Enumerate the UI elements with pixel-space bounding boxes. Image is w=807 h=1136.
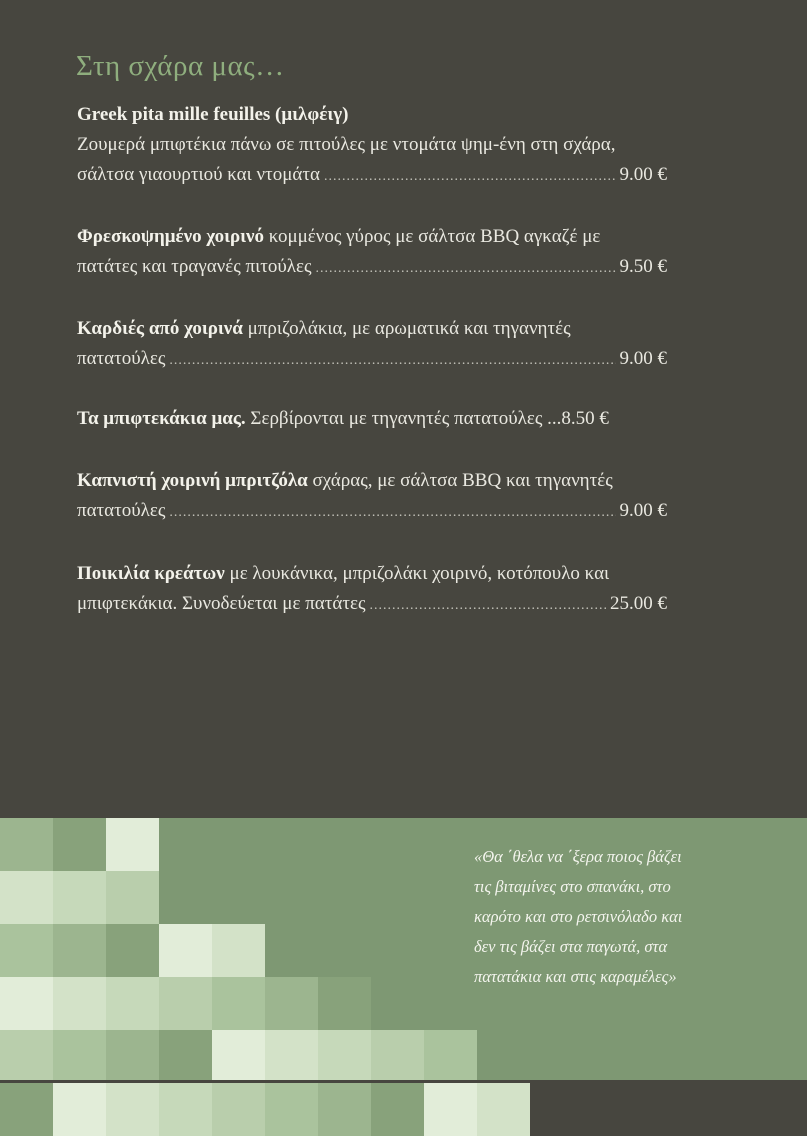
mosaic-tile xyxy=(106,818,159,871)
item-description: πατατούλες xyxy=(77,348,166,369)
mosaic-tile xyxy=(371,1030,424,1080)
dot-leader xyxy=(169,498,615,528)
mosaic-tile xyxy=(477,1083,530,1136)
mosaic-tile xyxy=(212,977,265,1030)
quote xyxy=(474,842,774,992)
mosaic-tile xyxy=(53,818,106,871)
item-line-1 xyxy=(77,314,677,344)
menu-item-greek-pita xyxy=(77,100,677,192)
mosaic-tile xyxy=(0,924,53,977)
item-description: σχάρας, με σάλτσα BBQ και τηγανητές xyxy=(307,470,613,491)
quote-line: δεν τις βάζει στα παγωτά, στα xyxy=(474,937,668,956)
menu-item-smoked-pork-chop xyxy=(77,466,677,528)
item-description: πατάτες και τραγανές πιτούλες xyxy=(77,256,312,277)
mosaic-tile xyxy=(318,1083,371,1136)
dot-leader xyxy=(315,254,615,284)
menu-item-meat-platter xyxy=(77,559,677,621)
item-title: Τα μπιφτεκάκια μας. xyxy=(77,408,246,429)
mosaic-tile xyxy=(53,1030,106,1080)
mosaic-tile xyxy=(0,1083,53,1136)
mosaic-tile xyxy=(212,1083,265,1136)
mosaic-tile xyxy=(106,924,159,977)
item-description: μπιφτεκάκια. Συνοδεύεται με πατάτες xyxy=(77,593,366,614)
mosaic-tile xyxy=(53,871,106,924)
item-line-1 xyxy=(77,404,677,434)
item-price-line xyxy=(77,252,667,284)
item-line-1 xyxy=(77,559,677,589)
item-title: Φρεσκοψημένο χοιρινό xyxy=(77,226,265,247)
mosaic-tile xyxy=(265,1030,318,1080)
mosaic-tile xyxy=(53,977,106,1030)
item-price: 25.00 € xyxy=(610,593,667,614)
mosaic-tile xyxy=(212,924,265,977)
item-description: Ζουμερά μπιφτέκια πάνω σε πιτούλες με ντομάτα ψημ-ένη στη σχάρα, xyxy=(77,134,616,155)
mosaic-tile xyxy=(318,1030,371,1080)
mosaic-tile xyxy=(159,924,212,977)
menu-item-pork-hearts xyxy=(77,314,677,376)
mosaic-tile xyxy=(159,1083,212,1136)
item-title: Καρδιές από χοιρινά xyxy=(77,318,243,339)
dot-leader xyxy=(324,162,616,192)
mosaic-tile xyxy=(106,977,159,1030)
mosaic-tile xyxy=(212,1030,265,1080)
quote-line: καρότο και στο ρετσινόλαδο και xyxy=(474,907,683,926)
mosaic-tile xyxy=(265,977,318,1030)
mosaic-tile xyxy=(371,1083,424,1136)
item-line-1 xyxy=(77,466,677,496)
item-price-line xyxy=(77,160,667,192)
item-line-1 xyxy=(77,222,677,252)
item-description: κομμένος γύρος με σάλτσα BBQ αγκαζέ με xyxy=(264,226,601,247)
mosaic-tile xyxy=(53,924,106,977)
dot-leader xyxy=(370,591,607,621)
mosaic-tile xyxy=(265,1083,318,1136)
mosaic-tile xyxy=(106,871,159,924)
mosaic-tile xyxy=(53,1083,106,1136)
item-price-line xyxy=(77,589,667,621)
mosaic-tile xyxy=(318,977,371,1030)
item-title: Greek pita mille feuilles (μιλφέιγ) xyxy=(77,104,349,125)
mosaic-tile xyxy=(0,1030,53,1080)
mosaic-tile xyxy=(159,977,212,1030)
item-description: μπριζολάκια, με αρωματικά και τηγανητές xyxy=(242,318,571,339)
item-price: 9.00 € xyxy=(619,164,667,185)
item-price: 9.00 € xyxy=(619,500,667,521)
item-description: σάλτσα γιαουρτιού και ντομάτα xyxy=(77,164,320,185)
item-title: Ποικιλία κρεάτων xyxy=(77,563,225,584)
menu-item-burgers xyxy=(77,404,677,434)
item-price-line xyxy=(77,496,667,528)
item-price: 9.50 € xyxy=(619,256,667,277)
mosaic-tile xyxy=(106,1083,159,1136)
item-description: πατατούλες xyxy=(77,500,166,521)
item-price-line xyxy=(77,344,667,376)
quote-line: «Θα ΄θελα να ΄ξερα ποιος βάζει xyxy=(474,847,682,866)
mosaic-tile xyxy=(106,1030,159,1080)
dot-leader xyxy=(169,346,615,376)
mosaic-tile xyxy=(0,818,53,871)
section-title: Στη σχάρα μας… xyxy=(76,50,285,82)
item-title: Καπνιστή χοιρινή μπριτζόλα xyxy=(77,470,308,491)
item-description: με λουκάνικα, μπριζολάκι χοιρινό, κοτόπουλο και xyxy=(224,563,610,584)
mosaic-tile xyxy=(159,1030,212,1080)
menu-item-roast-pork xyxy=(77,222,677,284)
mosaic-tile xyxy=(0,977,53,1030)
quote-line: πατατάκια και στις καραμέλες» xyxy=(474,967,677,986)
quote-line: τις βιταμίνες στο σπανάκι, στο xyxy=(474,877,671,896)
item-price: 9.00 € xyxy=(619,348,667,369)
mosaic-tile xyxy=(424,1030,477,1080)
mosaic-tile xyxy=(424,1083,477,1136)
item-description: Σερβίρονται με τηγανητές πατατούλες ...8.50 € xyxy=(245,408,609,429)
mosaic-tile xyxy=(0,871,53,924)
